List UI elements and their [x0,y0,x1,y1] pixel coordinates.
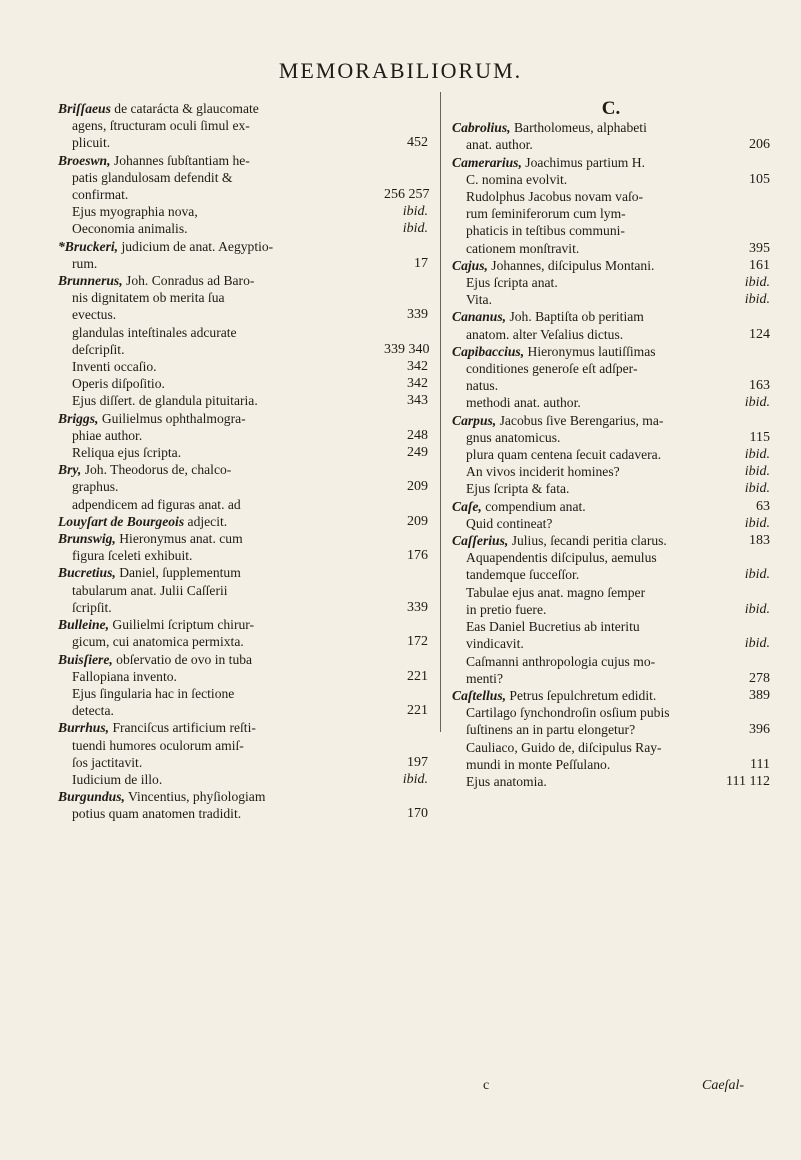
entry-text: ſcripſit. [72,599,112,615]
index-entry-line [58,668,428,685]
entry-name: Briggs, [58,410,99,426]
entry-text: Hieronymus lautiſſimas [527,343,656,359]
entry-text: Tabulae ejus anat. magno ſemper [466,584,646,600]
entry-text: adpendicem ad figuras anat. ad [72,496,241,512]
index-entry-line [452,377,770,394]
index-entry-line [452,154,770,171]
entry-text: natus. [466,378,499,394]
page-reference: ibid. [744,601,770,617]
entry-text: figura ſceleti exhibuit. [72,548,193,564]
index-entry-line [58,651,428,668]
index-entry-line [58,496,428,513]
page-reference: 172 [407,634,428,650]
index-entry-line [452,515,770,532]
entry-text: anat. author. [466,137,533,153]
index-entry-line [452,601,770,618]
index-entry-line [58,582,428,599]
index-entry-line [58,272,428,289]
entry-text: Franciſcus artificium reſti- [112,720,256,736]
page-reference: ibid. [744,515,770,531]
entry-text: agens, ſtructuram oculi ſimul ex- [72,118,250,134]
entry-text: Ejus ſingularia hac in ſectione [72,685,235,701]
index-entry-line [58,289,428,306]
page-reference: ibid. [744,567,770,583]
entry-text: mundi in monte Peſſulano. [466,756,611,772]
index-entry-line [58,169,428,186]
entry-text: Guilielmus ophthalmogra- [101,410,246,426]
page-reference: 124 [749,326,770,342]
entry-text: Joh. Theodorus de, chalco- [84,462,232,478]
entry-text: gnus anatomicus. [466,429,561,445]
index-entry-line [452,429,770,446]
page-reference: ibid. [744,292,770,308]
page-reference: 248 [407,427,428,443]
entry-text: Jacobus ſive Berengarius, ma- [499,412,664,428]
page-reference: 395 [749,240,770,256]
index-entry-line [58,737,428,754]
index-entry-line [452,773,770,790]
index-entry-line [58,719,428,736]
entry-text: detecta. [72,703,114,719]
index-entry-line [452,739,770,756]
entry-text: Ejus myographia nova, [72,204,198,220]
entry-text: graphus. [72,479,119,495]
page-reference: 111 [750,756,770,772]
index-entry-line [452,463,770,480]
index-entry-line [58,134,428,151]
page-reference: 111 112 [726,773,770,789]
entry-text: Ejus anatomia. [466,773,547,789]
index-entry-line [452,257,770,274]
page-reference: ibid. [744,275,770,291]
entry-text: Cauliaco, Guido de, diſcipulus Ray- [466,739,662,755]
index-entry-line [58,220,428,237]
index-entry-line [58,341,428,358]
index-entry-line [58,616,428,633]
entry-text: tuendi humores oculorum amiſ- [72,737,244,753]
entry-text: Joachimus partium H. [525,154,645,170]
index-entry-line [452,222,770,239]
entry-text: confirmat. [72,187,129,203]
index-entry-line [452,756,770,773]
section-letter-c: C. [601,98,621,119]
index-entry-line [58,375,428,392]
page-reference: 452 [407,135,428,151]
entry-text: C. nomina evolvit. [466,171,568,187]
entry-name: Caſtellus, [452,687,507,703]
page-reference: 389 [749,687,770,703]
index-entry-line [452,308,770,325]
index-entry-line [452,343,770,360]
entry-text: Eas Daniel Bucretius ab interitu [466,619,640,635]
entry-text: compendium anat. [485,498,586,514]
index-entry-line [58,702,428,719]
index-entry-line [452,532,770,549]
page-reference: 278 [749,670,770,686]
page-reference: ibid. [402,221,428,237]
entry-name: Caſſerius, [452,533,509,549]
index-entry-line [58,754,428,771]
entry-text: ſuſtinens an in partu elongetur? [466,722,636,738]
entry-text: cationem monſtravit. [466,240,580,256]
entry-text: plura quam centena ſecuit cadavera. [466,447,662,463]
page-reference: ibid. [744,395,770,411]
entry-name: Caſe, [452,498,482,514]
page-reference: ibid. [744,481,770,497]
entry-text: Johannes, diſcipulus Montani. [491,257,655,273]
index-entry-line [452,549,770,566]
entry-text: ſos jactitavit. [72,754,143,770]
entry-text: Vincentius, phyſiologiam [128,789,266,805]
index-entry-line [58,685,428,702]
entry-text: Iudicium de illo. [72,771,163,787]
index-entry-line [452,704,770,721]
entry-name: Louyſart de Bourgeois [58,513,185,529]
right-column [452,100,770,790]
page-reference: 396 [749,722,770,738]
entry-name: Brunnerus, [58,273,123,289]
index-entry-line [452,566,770,583]
entry-text: de catarácta & glaucomate [114,101,259,116]
entry-text: glandulas inteſtinales adcurate [72,324,237,340]
entry-name: Cananus, [452,309,507,325]
entry-text: obſervatio de ovo in tuba [116,651,253,667]
entry-text: judicium de anat. Aegyptio- [121,238,274,254]
index-entry-line [452,635,770,652]
index-entry-line [452,653,770,670]
entry-name: Buisſiere, [58,651,113,667]
index-entry-line [58,564,428,581]
entry-text: tandemque ſucceſſor. [466,567,580,583]
entry-text: phaticis in teſtibus communi- [466,223,625,239]
index-entry-line [58,100,428,117]
entry-text: Ejus diſſert. de glandula pituitaria. [72,393,258,409]
index-entry-line [58,444,428,461]
page-reference: 176 [407,548,428,564]
page-reference: 209 [407,513,428,529]
entry-name: Brunswig, [58,531,116,547]
index-entry-line [58,410,428,427]
entry-text: rum ſeminiferorum cum lym- [466,206,626,222]
index-entry-line [452,480,770,497]
entry-text: Inventi occaſio. [72,359,157,375]
page-reference: 170 [407,806,428,822]
page-reference: 221 [407,703,428,719]
entry-text: Vita. [466,292,492,308]
page-reference: 221 [407,668,428,684]
index-entry-line [452,205,770,222]
index-entry-line [452,171,770,188]
page-reference: ibid. [402,771,428,787]
entry-text: Joh. Baptiſta ob peritiam [509,309,644,325]
entry-name: Broeswn, [58,152,111,168]
index-entry-line [58,478,428,495]
index-entry-line [452,687,770,704]
index-entry-line [58,117,428,134]
index-entry-line [58,186,428,203]
page-reference: 249 [407,445,428,461]
index-entry-line [452,188,770,205]
page-reference: 256 257 [384,187,430,203]
entry-text: nis dignitatem ob merita ſua [72,290,225,306]
entry-text: conditiones generoſe eſt adſper- [466,361,638,377]
entry-name: Bucretius, [58,565,116,581]
entry-name: Capibaccius, [452,343,525,359]
entry-text: phiae author. [72,427,143,443]
page-reference: 183 [749,533,770,549]
index-entry-line [58,788,428,805]
index-entry-line [452,412,770,429]
entry-text: Aquapendentis diſcipulus, aemulus [466,550,657,566]
page-reference: 206 [749,137,770,153]
index-entry-line [58,203,428,220]
entry-name: Burgundus, [58,789,125,805]
index-entry-line [452,360,770,377]
index-entry-line [58,547,428,564]
index-entry-line [58,238,428,255]
index-entry-line [58,771,428,788]
index-entry-line [58,255,428,272]
index-entry-line [452,326,770,343]
entry-text: Fallopiana invento. [72,668,177,684]
entry-text: Oeconomia animalis. [72,221,188,237]
entry-text: Johannes ſubſtantiam he- [113,152,250,168]
index-entry-line [58,461,428,478]
entry-text: Hieronymus anat. cum [119,531,243,547]
index-entry-line [452,119,770,136]
page-reference: ibid. [744,464,770,480]
running-head: MEMORABILIORUM. [278,58,523,83]
entry-text: Rudolphus Jacobus novam vaſo- [466,189,644,205]
index-entry-line [452,274,770,291]
entry-text: menti? [466,670,503,686]
entry-name: Burrhus, [58,720,110,736]
page-reference: 63 [756,498,770,514]
page-reference: 342 [407,359,428,375]
entry-name: Bulleine, [58,617,109,633]
index-entry-line [58,152,428,169]
entry-text: Bartholomeus, alphabeti [513,120,647,136]
index-entry-line [452,240,770,257]
entry-text: gicum, cui anatomica permixta. [72,634,244,650]
entry-text: plicuit. [72,135,111,151]
entry-text: Caſmanni anthropologia cujus mo- [466,653,656,669]
entry-name: Camerarius, [452,154,522,170]
index-entry-line [452,394,770,411]
page-reference: 342 [407,376,428,392]
entry-text: An vivos inciderit homines? [466,464,620,480]
entry-text: Daniel, ſupplementum [119,565,241,581]
page-reference: 105 [749,171,770,187]
entry-name: Bry, [58,462,82,478]
entry-text: deſcripſit. [72,341,125,357]
entry-text: Quid contineat? [466,515,553,531]
entry-text: potius quam anatomen tradidit. [72,806,242,822]
page-reference: 161 [749,257,770,273]
page-reference: 17 [414,255,428,271]
index-entry-line [452,136,770,153]
entry-text: Julius, ſecandi peritia clarus. [511,533,667,549]
index-entry-line [58,530,428,547]
index-entry-line [58,392,428,409]
index-entry-line [452,618,770,635]
index-entry-line [452,584,770,601]
index-entry-line [58,805,428,822]
entry-text: Cartilago ſynchondroſin osſium pubis [466,705,670,721]
entry-name: *Bruckeri, [58,238,119,254]
index-entry-line [58,306,428,323]
entry-name: Cabrolius, [452,120,511,136]
index-entry-line [58,513,428,530]
page-reference: 163 [749,378,770,394]
index-entry-line [452,498,770,515]
entry-text: vindicavit. [466,636,524,652]
entry-text: adjecit. [187,513,228,529]
entry-text: patis glandulosam defendit & [72,169,233,185]
page-reference: 197 [407,754,428,770]
entry-name: Carpus, [452,412,497,428]
page-reference: 115 [749,429,770,445]
index-entry-line [452,446,770,463]
index-entry-line [58,427,428,444]
entry-text: Petrus ſepulchretum edidit. [509,687,657,703]
entry-text: methodi anat. author. [466,395,581,411]
entry-text: Ejus ſcripta & fata. [466,481,570,497]
page-reference: ibid. [402,204,428,220]
index-entry-line [452,291,770,308]
entry-text: evectus. [72,307,117,323]
entry-text: Reliqua ejus ſcripta. [72,445,182,461]
page-reference: ibid. [744,447,770,463]
index-entry-line [58,599,428,616]
entry-text: anatom. alter Veſalius dictus. [466,326,624,342]
index-entry-line [58,324,428,341]
index-entry-line [452,721,770,738]
catchword: Caeſal- [702,1078,744,1093]
page-reference: 209 [407,479,428,495]
index-entry-line [452,670,770,687]
index-entry-line [58,358,428,375]
page-reference: ibid. [744,636,770,652]
entry-text: tabularum anat. Julii Caſſerii [72,582,228,598]
index-entry-line [58,633,428,650]
entry-text: Ejus ſcripta anat. [466,275,558,291]
signature-mark: c [483,1078,490,1093]
left-column [58,100,428,823]
entry-name: Briſſaeus [58,101,111,116]
entry-text: Guilielmi ſcriptum chirur- [112,617,255,633]
entry-text: Joh. Conradus ad Baro- [126,273,255,289]
entry-text: in pretio fuere. [466,601,547,617]
entry-text: rum. [72,255,98,271]
entry-text: Operis diſpoſitio. [72,376,165,392]
column-divider [440,92,441,732]
page-reference: 343 [407,393,428,409]
page-reference: 339 340 [384,341,430,357]
page-reference: 339 [407,599,428,615]
entry-name: Cajus, [452,257,488,273]
page-reference: 339 [407,307,428,323]
